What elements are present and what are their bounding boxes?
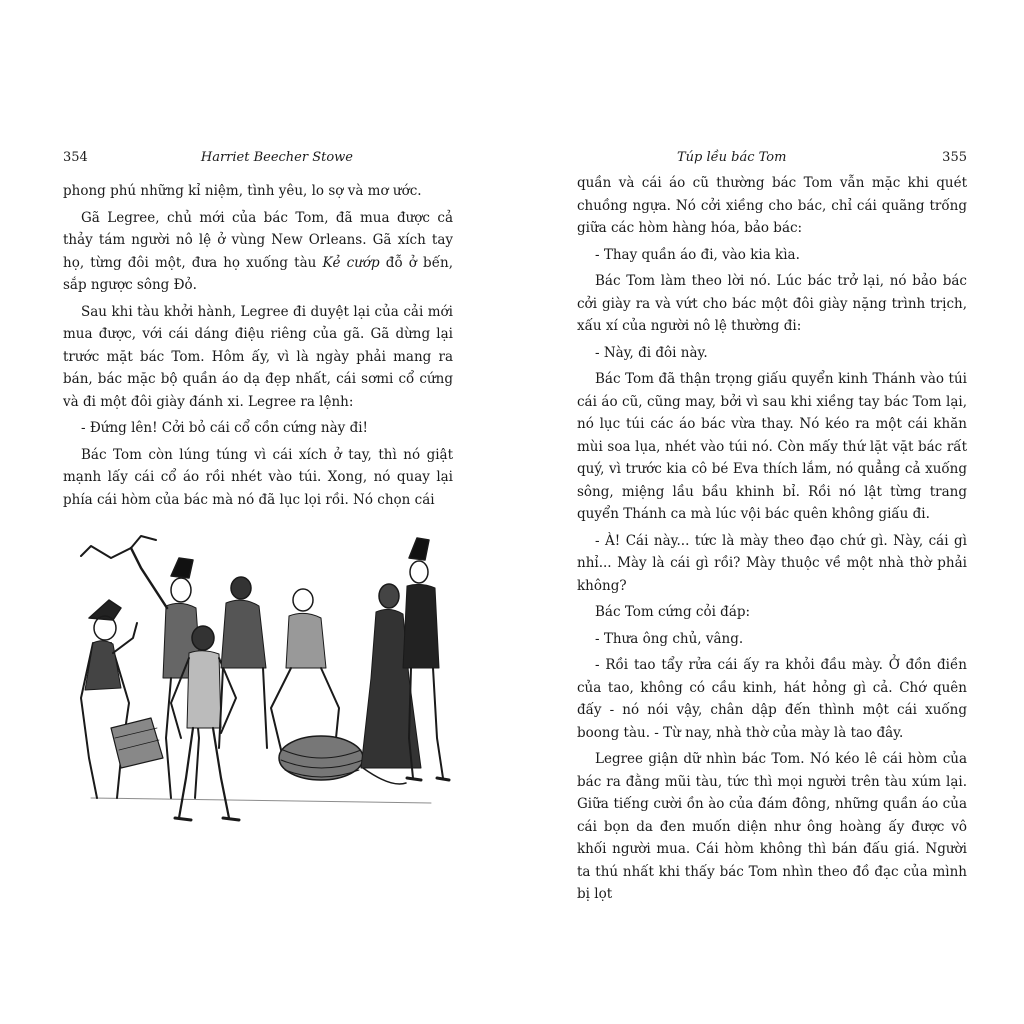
paragraph: Bác Tom làm theo lời nó. Lúc bác trở lại, nó bảo bác cởi giày ra và vứt cho bác một đôi giày nặng trình trịch, xấu xí của người nô lệ thường đi:	[577, 273, 967, 334]
paragraph: phong phú những kỉ niệm, tình yêu, lo sợ và mơ ước.	[63, 183, 422, 199]
paragraph	[63, 207, 453, 297]
left-body-text	[63, 180, 453, 511]
paragraph: Bác Tom đã thận trọng giấu quyển kinh Thánh vào túi cái áo cũ, cũng may, bởi vì sau khi xiềng tay bác Tom lại, nó lục túi các áo bác vừa thay. Nó kéo ra một cái khăn mùi soa lụa, nhét vào túi nó. Còn mấy thứ lặt vặt bác rất quý, vì trước kia cô bé Eva thích lắm, nó quẳng cả xuống sông, miệng lầu bầu khinh bỉ. Rồi nó lật từng trang quyển Thánh ca mà lúc vội bác quên không giấu đi.	[577, 371, 967, 522]
left-page-number: 354	[63, 150, 88, 165]
illustration-slave-auction	[71, 528, 451, 838]
right-running-head	[577, 150, 967, 172]
right-running-title: Túp lều bác Tom	[677, 150, 787, 165]
paragraph: - Thay quần áo đi, vào kia kìa.	[595, 246, 800, 263]
paragraph: - À! Cái này... tức là mày theo đạo chứ gì. Này, cái gì nhỉ... Mày là cái gì rồi? Mày thuộc về một nhà thờ phải không?	[577, 532, 967, 594]
paragraph: Legree giận dữ nhìn bác Tom. Nó kéo lê cái hòm của bác ra đằng mũi tàu, tức thì mọi người trên tàu xúm lại. Giữa tiếng cười ồn ào của đám đông, những quần áo của cái bọn da đen muốn diện như ông hoàng ấy được vô khối người mua. Cái hòm không thì bán đấu giá. Người ta thú nhất khi thấy bác Tom nhìn theo đồ đạc của mình bị lọt	[577, 751, 967, 902]
paragraph: - Thưa ông chủ, vâng.	[595, 630, 744, 647]
paragraph: Sau khi tàu khởi hành, Legree đi duyệt lại của cải mới mua được, với cái dáng điệu riêng của gã. Gã dừng lại trước mặt bác Tom. Hôm ấy, vì là ngày phải mang ra bán, bác mặc bộ quần áo dạ đẹp nhất, cái sơmi cổ cứng và đi một đôi giày đánh xi. Legree ra lệnh:	[63, 303, 453, 410]
ship-name: Kẻ cướp	[322, 254, 380, 271]
left-running-title: Harriet Beecher Stowe	[200, 150, 353, 165]
paragraph-text: Gã Legree, chủ mới của bác Tom, đã mua được cả thảy tám người nô lệ ở vùng New Orleans. Gã xích tay họ, từng đôi một, đưa họ xuống tàu	[63, 209, 453, 271]
left-page	[63, 150, 453, 515]
left-running-head	[63, 150, 453, 172]
right-page-number: 355	[942, 150, 967, 165]
paragraph: - Đứng lên! Cởi bỏ cái cổ cồn cứng này đi!	[81, 420, 368, 436]
paragraph: Bác Tom còn lúng túng vì cái xích ở tay, thì nó giật mạnh lấy cái cổ áo rồi nhét vào túi. Xong, nó quay lại phía cái hòm của bác mà nó đã lục lọi rồi. Nó chọn cái	[63, 446, 453, 508]
paragraph: - Này, đi đôi này.	[595, 344, 708, 361]
paragraph: quần và cái áo cũ thường bác Tom vẫn mặc khi quét chuồng ngựa. Nó cởi xiềng cho bác, chỉ cái quãng trống giữa các hòm hàng hóa, bảo bác:	[577, 175, 967, 236]
right-body-text	[577, 172, 967, 906]
right-page	[577, 150, 967, 910]
paragraph-text-tail: đỗ ở bến, sắp ngược sông Đỏ.	[63, 254, 453, 293]
paragraph: - Rồi tao tẩy rửa cái ấy ra khỏi đầu mày. Ở đồn điền của tao, không có cầu kinh, hát hỏng gì cả. Chớ quên đấy - nó nói vậy, chân dập đến thình một cái xuống boong tàu. - Từ nay, nhà thờ của mày là tao đây.	[577, 657, 967, 741]
paragraph: Bác Tom cứng cỏi đáp:	[595, 604, 751, 620]
